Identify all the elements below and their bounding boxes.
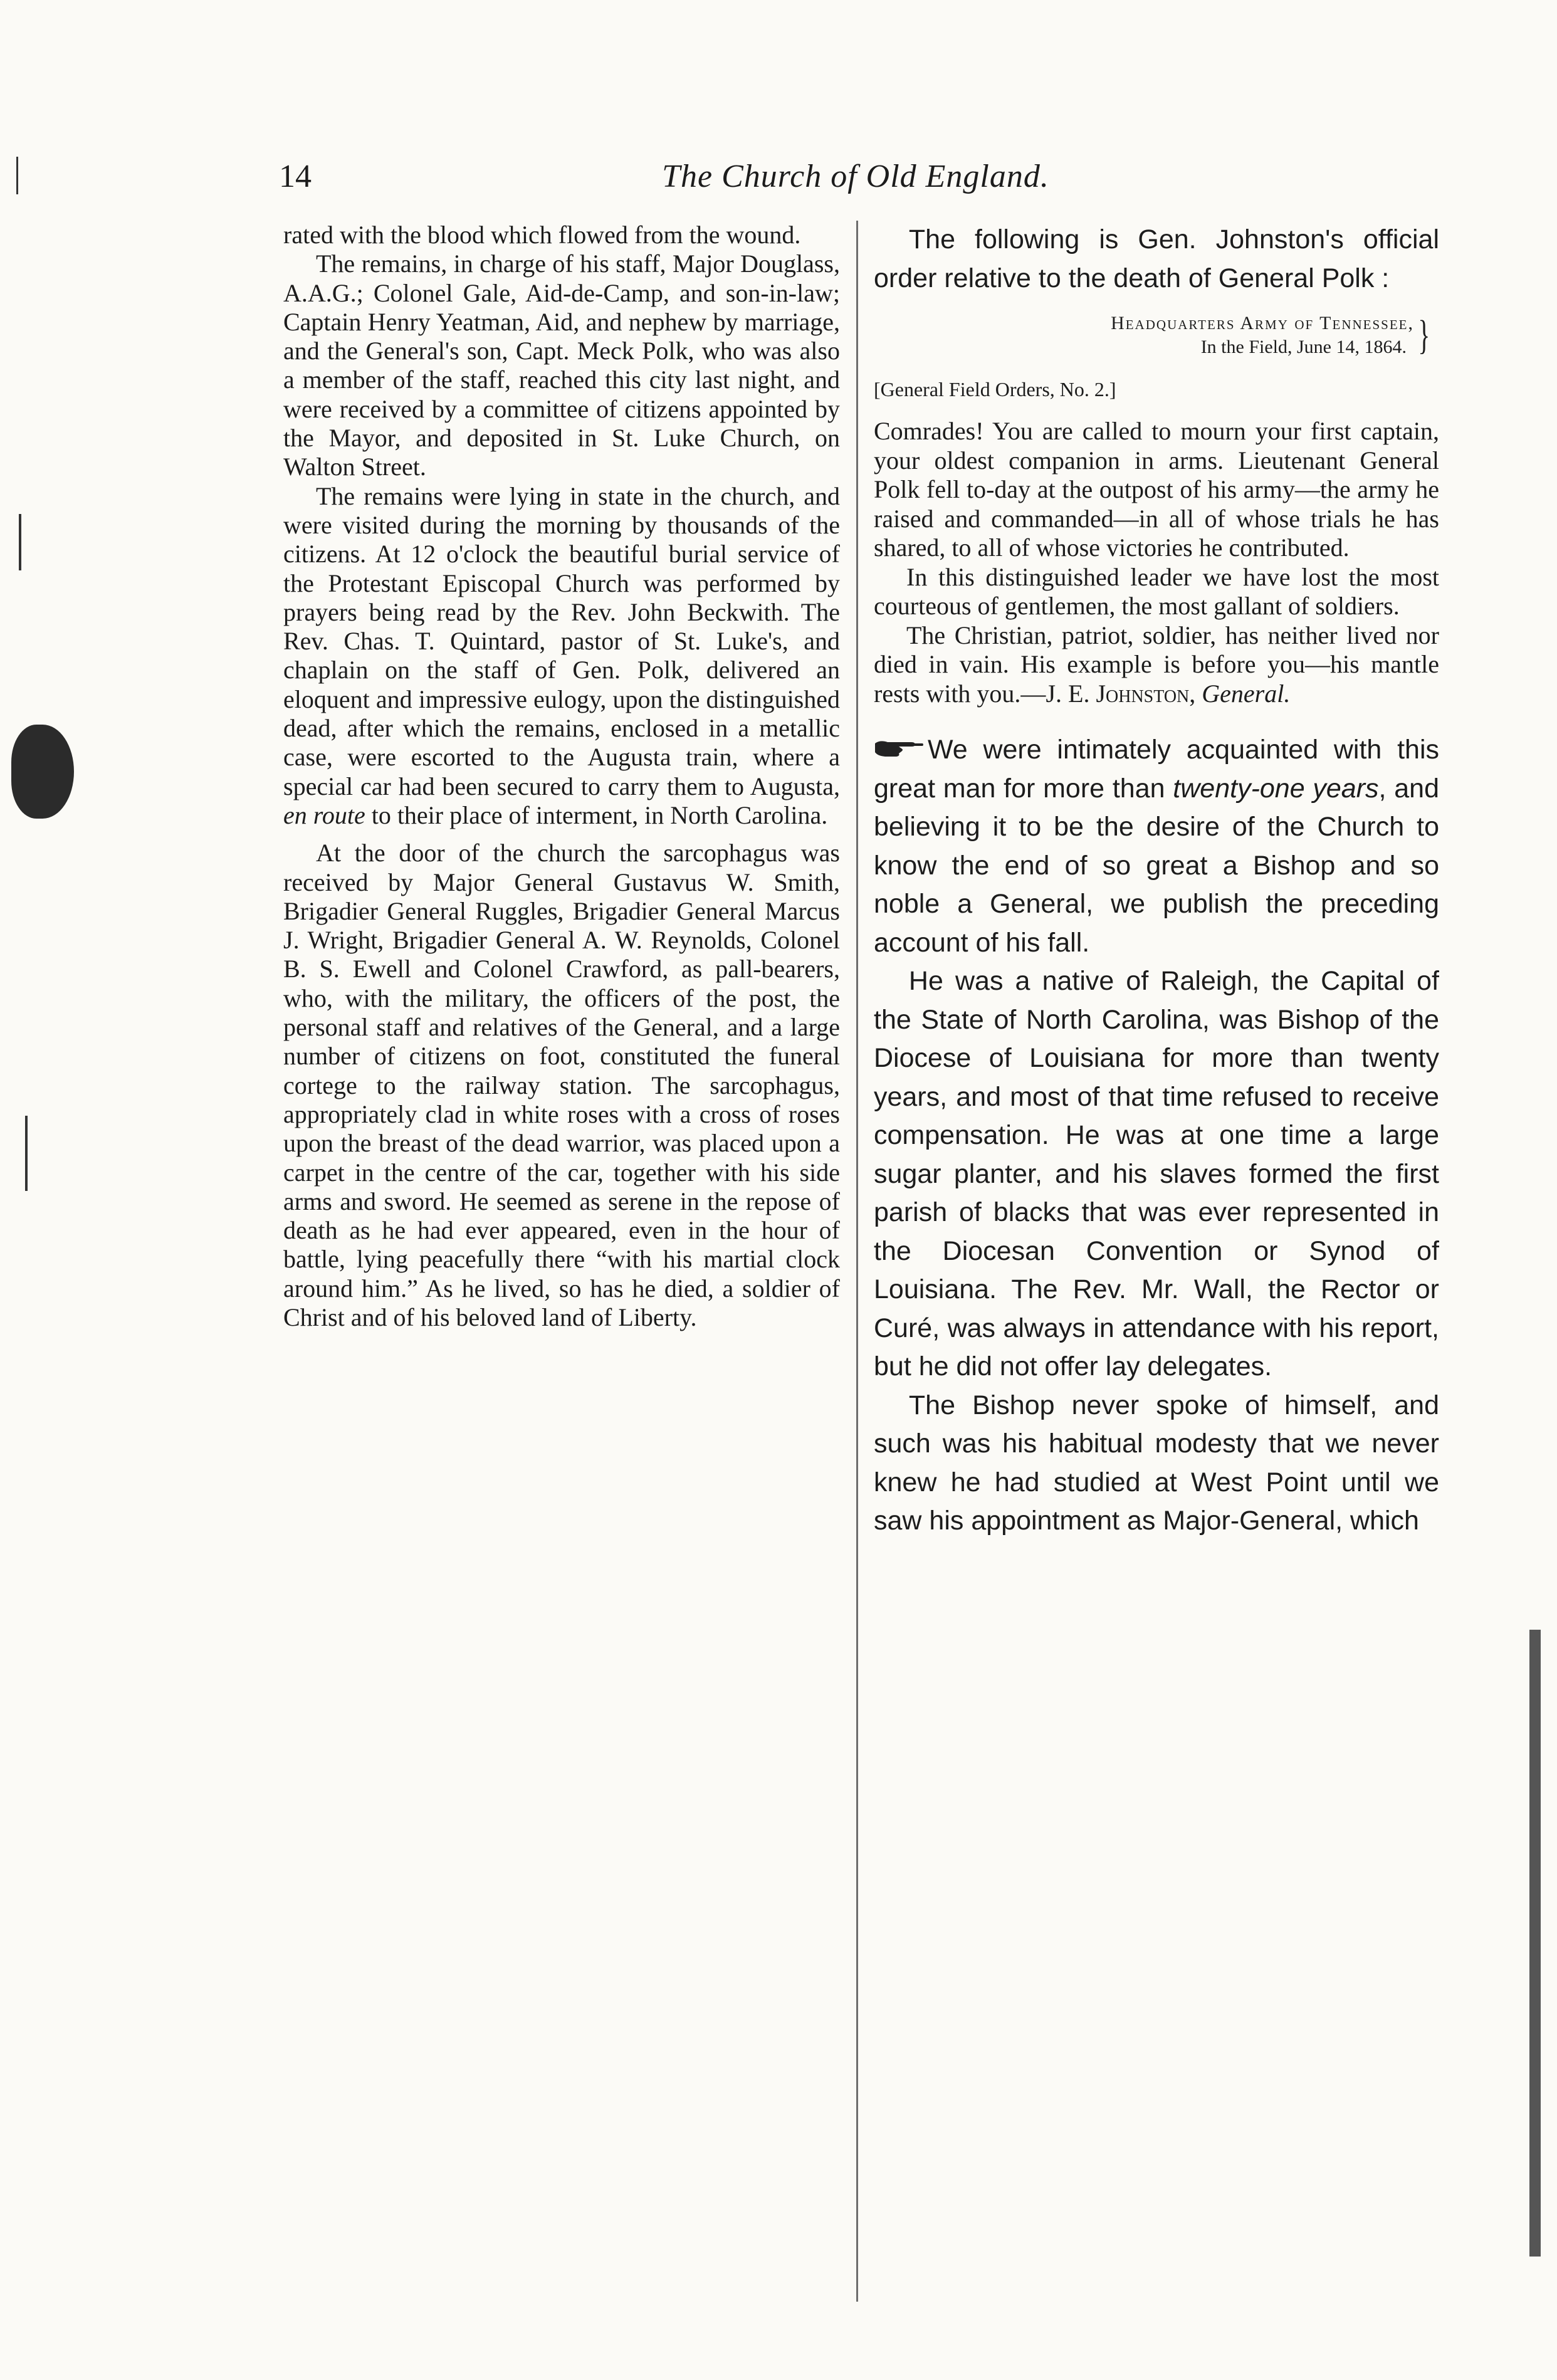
right-paragraph-native: He was a native of Raleigh, the Capital of the State of North Carolina, was Bishop of the Diocese of Louisiana for more than twenty years, and most of that time refused to receive compensation. He was at one time a large sugar planter, and his slaves formed the first parish of blacks that was ever represented in the Diocesan Convention or Synod of Louisiana. The Rev. Mr. Wall, the Rector or Curé, was always in attendance with his report, but he did not offer lay delegates. bbox=[874, 966, 1439, 1381]
left-paragraph-2: The remains, in charge of his staff, Major Douglass, A.A.G.; Colonel Gale, Aid-de-Camp, and son-in-law; Captain Henry Yeatman, Aid, and nephew by marriage, and the General's son, Capt. Meck Polk, who was also a member of the staff, reached this city last night, and were received by a committee of citizens appointed by the Mayor, and deposited in St. Luke Church, on Walton Street. bbox=[283, 249, 840, 481]
right-paragraph-bishop: The Bishop never spoke of himself, and such was his habitual modesty that we never knew he had studied at West Point until we saw his appointment as Major-General, which bbox=[874, 1390, 1439, 1536]
page-number: 14 bbox=[279, 159, 312, 194]
order-paragraph-3 bbox=[874, 621, 1439, 709]
left-paragraph-3 bbox=[283, 482, 840, 831]
order-heading-line1: Headquarters Army of Tennessee, bbox=[1111, 313, 1414, 333]
en-route-italic: en route bbox=[283, 800, 365, 829]
order-body bbox=[874, 417, 1439, 708]
order-paragraph-2: In this distinguished leader we have lost the most courteous of gentlemen, the most gallant of soldiers. bbox=[874, 562, 1439, 620]
ink-blot bbox=[11, 725, 74, 819]
right-column bbox=[874, 221, 1439, 1541]
order-paragraph-1: Comrades! You are called to mourn your first captain, your oldest companion in arms. Lieutenant General Polk fell to-day at the outpost of his army—the army he raised and commanded—in all of whose trials he has shared, to all of whose victories he contributed. bbox=[874, 417, 1439, 562]
column-divider bbox=[856, 221, 858, 2302]
brace-icon: } bbox=[1418, 312, 1430, 358]
order-final-text: The Christian, patriot, soldier, has neither lived nor died in vain. His example is before you—his mantle rests with you.— bbox=[874, 621, 1439, 708]
order-heading-line2: In the Field, June 14, 1864. bbox=[1200, 337, 1407, 357]
order-heading bbox=[874, 312, 1439, 359]
order-intro: The following is Gen. Johnston's official order relative to the death of General Polk : bbox=[874, 224, 1439, 293]
left-column bbox=[283, 221, 840, 1332]
left-paragraph-3-text: The remains were lying in state in the church, and were visited during the morning by thousands of the citizens. At 12 o'clock the beautiful burial service of the Protestant Episcopal Church was performed by prayers being read by the Rev. John Beckwith. The Rev. Chas. T. Quintard, pastor of St. Luke's, and chaplain on the staff of Gen. Polk, delivered an eloquent and impressive eulogy, upon the distinguished dead, after which the remains, enclosed in a metallic case, were escorted to the Augusta train, where a special car had been secured to carry them to Augusta, bbox=[283, 481, 840, 800]
pointing-hand-icon bbox=[874, 732, 925, 755]
left-paragraph-4: At the door of the church the sarcophagus was received by Major General Gustavus W. Smith, Brigadier General Ruggles, Brigadier General Marcus J. Wright, Brigadier General A. W. Reynolds, Colonel B. S. Ewell and Colonel Crawford, as pall-bearers, who, with the military, the officers of the post, the personal staff and relatives of the General, and a large number of citizens on foot, constituted the funeral cortege to the railway station. The sarcophagus, appropriately clad in white roses with a cross of roses upon the breast of the dead warrior, was placed upon a carpet in the centre of the car, together with his side arms and sword. He seemed as serene in the repose of death as he had ever appeared, even in the hour of battle, lying peacefully there “with his martial clock around him.” As he lived, so has he died, a soldier of Christ and of his beloved land of Liberty. bbox=[283, 839, 840, 1331]
editor-comment bbox=[874, 731, 1439, 962]
order-reference: [General Field Orders, No. 2.] bbox=[874, 378, 1116, 401]
margin-mark bbox=[19, 514, 21, 570]
edge-shadow bbox=[1529, 1630, 1541, 2257]
running-title: The Church of Old England. bbox=[662, 159, 1049, 194]
page-header bbox=[279, 158, 1432, 202]
margin-mark bbox=[16, 157, 18, 194]
editor-comment-pre: We were intimately acquainted with this great man for more than bbox=[874, 735, 1439, 804]
margin-mark bbox=[25, 1116, 28, 1191]
signature-name: J. E. Johnston, bbox=[1046, 679, 1196, 708]
twenty-one-years-italic: twenty-one years bbox=[1173, 773, 1379, 804]
signature-title: General. bbox=[1202, 679, 1291, 708]
left-paragraph-1: rated with the blood which flowed from the wound. bbox=[283, 221, 801, 249]
editor-comment-post: , and believing it to be the desire of the Church to know the end of so great a Bishop and so noble a General, we publish the preceding account of his fall. bbox=[874, 773, 1439, 958]
left-paragraph-3-tail: to their place of interment, in North Carolina. bbox=[365, 800, 828, 829]
